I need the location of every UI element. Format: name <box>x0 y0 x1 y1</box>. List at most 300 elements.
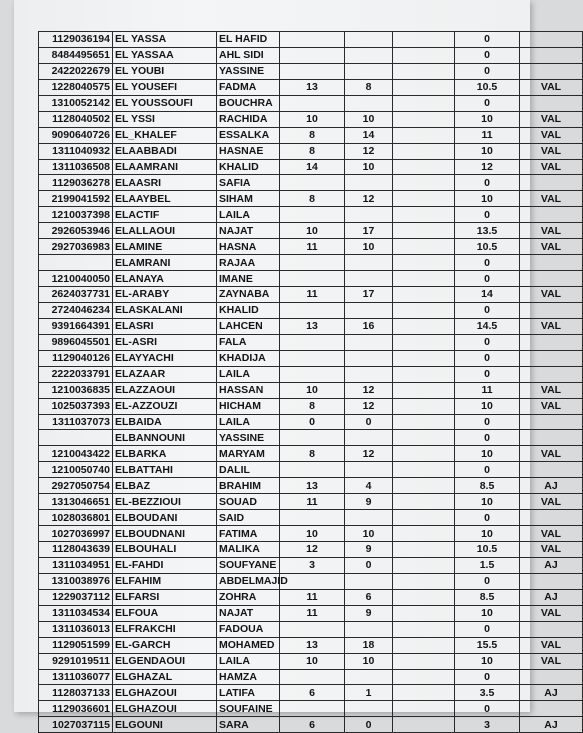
table-row <box>39 302 583 318</box>
grade-3-cell <box>393 47 455 63</box>
table-row <box>39 717 583 733</box>
grade-2-cell <box>345 350 393 366</box>
first-name-cell: EL HAFID <box>217 32 280 48</box>
grade-1-cell: 8 <box>280 127 345 143</box>
first-name-cell: ABDELMAJID <box>217 573 280 589</box>
grade-2-cell <box>345 175 393 191</box>
student-id-cell: 2927050754 <box>39 478 113 494</box>
result-cell <box>520 47 583 63</box>
last-name-cell: ELFARSI <box>113 589 217 605</box>
first-name-cell: ZAYNABA <box>217 287 280 303</box>
grade-2-cell: 10 <box>345 526 393 542</box>
last-name-cell: ELAAYBEL <box>113 191 217 207</box>
grade-3-cell <box>393 32 455 48</box>
grade-1-cell: 8 <box>280 191 345 207</box>
result-cell <box>520 271 583 287</box>
student-id-cell: 1210037398 <box>39 207 113 223</box>
result-cell: VAL <box>520 239 583 255</box>
grade-1-cell <box>280 302 345 318</box>
average-cell: 10.5 <box>455 542 520 558</box>
grade-3-cell <box>393 478 455 494</box>
first-name-cell: HAMZA <box>217 669 280 685</box>
student-id-cell: 2222033791 <box>39 366 113 382</box>
grade-3-cell <box>393 685 455 701</box>
grade-1-cell: 14 <box>280 159 345 175</box>
first-name-cell: HASNA <box>217 239 280 255</box>
last-name-cell: ELBOUDNANI <box>113 526 217 542</box>
table-row <box>39 318 583 334</box>
result-cell: VAL <box>520 526 583 542</box>
grade-2-cell <box>345 334 393 350</box>
first-name-cell: LAILA <box>217 366 280 382</box>
grade-2-cell <box>345 510 393 526</box>
first-name-cell: HICHAM <box>217 398 280 414</box>
first-name-cell: ZOHRA <box>217 589 280 605</box>
grade-2-cell <box>345 573 393 589</box>
last-name-cell: ELBAZ <box>113 478 217 494</box>
table-row <box>39 207 583 223</box>
grade-1-cell: 13 <box>280 79 345 95</box>
table-row <box>39 589 583 605</box>
student-id-cell: 1128043639 <box>39 542 113 558</box>
grade-2-cell <box>345 63 393 79</box>
grade-2-cell <box>345 302 393 318</box>
student-id-cell: 9896045501 <box>39 334 113 350</box>
result-cell: VAL <box>520 542 583 558</box>
grade-3-cell <box>393 494 455 510</box>
student-id-cell: 1310052142 <box>39 95 113 111</box>
last-name-cell: EL-FAHDI <box>113 557 217 573</box>
grade-1-cell: 10 <box>280 111 345 127</box>
grade-1-cell: 6 <box>280 685 345 701</box>
table-row <box>39 542 583 558</box>
grade-3-cell <box>393 557 455 573</box>
first-name-cell: FATIMA <box>217 526 280 542</box>
last-name-cell: ELALLAOUI <box>113 223 217 239</box>
first-name-cell: FALA <box>217 334 280 350</box>
grade-1-cell <box>280 95 345 111</box>
last-name-cell: EL YSSI <box>113 111 217 127</box>
last-name-cell: EL-ARABY <box>113 287 217 303</box>
grade-2-cell: 12 <box>345 382 393 398</box>
last-name-cell: ELGHAZOUI <box>113 685 217 701</box>
student-id-cell: 1311036508 <box>39 159 113 175</box>
table-row <box>39 366 583 382</box>
average-cell: 0 <box>455 334 520 350</box>
average-cell: 0 <box>455 621 520 637</box>
first-name-cell: SOUAD <box>217 494 280 510</box>
grade-3-cell <box>393 542 455 558</box>
first-name-cell: SAFIA <box>217 175 280 191</box>
result-cell <box>520 510 583 526</box>
last-name-cell: EL-GARCH <box>113 637 217 653</box>
grade-3-cell <box>393 318 455 334</box>
result-cell: AJ <box>520 589 583 605</box>
grade-1-cell: 13 <box>280 637 345 653</box>
student-id-cell: 1210040050 <box>39 271 113 287</box>
student-id-cell: 1210036835 <box>39 382 113 398</box>
result-cell <box>520 462 583 478</box>
first-name-cell: YASSINE <box>217 63 280 79</box>
grade-1-cell: 11 <box>280 239 345 255</box>
first-name-cell: RAJAA <box>217 255 280 271</box>
grade-2-cell <box>345 47 393 63</box>
average-cell: 0 <box>455 175 520 191</box>
grade-1-cell: 10 <box>280 653 345 669</box>
grade-3-cell <box>393 701 455 717</box>
grade-1-cell: 13 <box>280 478 345 494</box>
last-name-cell: ELFAHIM <box>113 573 217 589</box>
grade-3-cell <box>393 223 455 239</box>
table-row <box>39 573 583 589</box>
first-name-cell: DALIL <box>217 462 280 478</box>
grade-2-cell: 10 <box>345 111 393 127</box>
last-name-cell: ELAMINE <box>113 239 217 255</box>
grade-3-cell <box>393 398 455 414</box>
table-row <box>39 605 583 621</box>
table-row <box>39 255 583 271</box>
result-cell: VAL <box>520 127 583 143</box>
average-cell: 0 <box>455 63 520 79</box>
result-cell: VAL <box>520 223 583 239</box>
table-row <box>39 223 583 239</box>
grade-1-cell <box>280 510 345 526</box>
table-row <box>39 79 583 95</box>
grade-1-cell <box>280 32 345 48</box>
grade-2-cell: 12 <box>345 191 393 207</box>
grade-2-cell: 10 <box>345 653 393 669</box>
result-cell <box>520 32 583 48</box>
student-id-cell: 1129036194 <box>39 32 113 48</box>
last-name-cell: ELBOUHALI <box>113 542 217 558</box>
grade-1-cell <box>280 175 345 191</box>
student-id-cell: 1028036801 <box>39 510 113 526</box>
grade-1-cell <box>280 207 345 223</box>
grade-2-cell: 8 <box>345 79 393 95</box>
average-cell: 0 <box>455 573 520 589</box>
grade-1-cell <box>280 255 345 271</box>
grade-2-cell <box>345 366 393 382</box>
grade-3-cell <box>393 127 455 143</box>
result-cell: VAL <box>520 605 583 621</box>
first-name-cell: LAHCEN <box>217 318 280 334</box>
average-cell: 0 <box>455 255 520 271</box>
table-row <box>39 95 583 111</box>
student-id-cell: 1210050740 <box>39 462 113 478</box>
average-cell: 10.5 <box>455 239 520 255</box>
result-cell: VAL <box>520 398 583 414</box>
last-name-cell: ELANAYA <box>113 271 217 287</box>
last-name-cell: EL-ASRI <box>113 334 217 350</box>
table-row <box>39 398 583 414</box>
last-name-cell: ELAZZAOUI <box>113 382 217 398</box>
grade-1-cell: 6 <box>280 717 345 733</box>
grade-2-cell <box>345 271 393 287</box>
average-cell: 1.5 <box>455 557 520 573</box>
table-row <box>39 685 583 701</box>
student-id-cell: 1129051599 <box>39 637 113 653</box>
last-name-cell: ELAMRANI <box>113 255 217 271</box>
first-name-cell: ESSALKA <box>217 127 280 143</box>
grade-3-cell <box>393 637 455 653</box>
grade-2-cell <box>345 255 393 271</box>
result-cell: AJ <box>520 685 583 701</box>
result-cell <box>520 63 583 79</box>
last-name-cell: ELAABBADI <box>113 143 217 159</box>
first-name-cell: LAILA <box>217 414 280 430</box>
grade-3-cell <box>393 95 455 111</box>
table-row <box>39 701 583 717</box>
table-row <box>39 382 583 398</box>
grade-3-cell <box>393 462 455 478</box>
last-name-cell: ELBOUDANI <box>113 510 217 526</box>
average-cell: 3 <box>455 717 520 733</box>
grade-3-cell <box>393 605 455 621</box>
grade-3-cell <box>393 239 455 255</box>
student-id-cell: 1229037112 <box>39 589 113 605</box>
table-row <box>39 111 583 127</box>
grade-2-cell <box>345 462 393 478</box>
student-id-cell: 2624037731 <box>39 287 113 303</box>
grade-2-cell: 9 <box>345 605 393 621</box>
grade-2-cell: 0 <box>345 717 393 733</box>
table-row <box>39 494 583 510</box>
average-cell: 0 <box>455 271 520 287</box>
grade-2-cell: 0 <box>345 557 393 573</box>
table-row <box>39 287 583 303</box>
first-name-cell: LAILA <box>217 653 280 669</box>
table-row <box>39 127 583 143</box>
student-id-cell: 9391664391 <box>39 318 113 334</box>
first-name-cell: MARYAM <box>217 446 280 462</box>
grade-1-cell: 10 <box>280 526 345 542</box>
first-name-cell: LAILA <box>217 207 280 223</box>
average-cell: 10 <box>455 111 520 127</box>
student-id-cell: 9291019511 <box>39 653 113 669</box>
table-row <box>39 462 583 478</box>
result-cell <box>520 366 583 382</box>
average-cell: 3.5 <box>455 685 520 701</box>
table-row <box>39 239 583 255</box>
average-cell: 0 <box>455 32 520 48</box>
average-cell: 8.5 <box>455 589 520 605</box>
student-id-cell: 1311036013 <box>39 621 113 637</box>
grade-1-cell: 3 <box>280 557 345 573</box>
first-name-cell: NAJAT <box>217 605 280 621</box>
table-row <box>39 669 583 685</box>
grade-2-cell: 17 <box>345 287 393 303</box>
grade-2-cell: 4 <box>345 478 393 494</box>
average-cell: 10 <box>455 494 520 510</box>
table-row <box>39 32 583 48</box>
result-cell <box>520 207 583 223</box>
grade-1-cell: 11 <box>280 287 345 303</box>
result-cell <box>520 95 583 111</box>
last-name-cell: ELBAIDA <box>113 414 217 430</box>
grade-3-cell <box>393 366 455 382</box>
grade-1-cell: 11 <box>280 605 345 621</box>
grade-2-cell: 9 <box>345 494 393 510</box>
table-row <box>39 478 583 494</box>
first-name-cell: HASSAN <box>217 382 280 398</box>
last-name-cell: EL YOUSEFI <box>113 79 217 95</box>
result-cell: VAL <box>520 382 583 398</box>
student-id-cell: 1027037115 <box>39 717 113 733</box>
average-cell: 10.5 <box>455 79 520 95</box>
first-name-cell: BOUCHRA <box>217 95 280 111</box>
grade-2-cell: 10 <box>345 159 393 175</box>
grade-1-cell <box>280 350 345 366</box>
grade-3-cell <box>393 302 455 318</box>
student-id-cell: 1129040126 <box>39 350 113 366</box>
result-cell <box>520 573 583 589</box>
average-cell: 0 <box>455 430 520 446</box>
result-cell <box>520 701 583 717</box>
student-id-cell: 8484495651 <box>39 47 113 63</box>
first-name-cell: SAID <box>217 510 280 526</box>
student-id-cell: 2199041592 <box>39 191 113 207</box>
result-cell: VAL <box>520 191 583 207</box>
last-name-cell: ELGENDAOUI <box>113 653 217 669</box>
grade-3-cell <box>393 207 455 223</box>
result-cell <box>520 414 583 430</box>
average-cell: 8.5 <box>455 478 520 494</box>
student-id-cell: 1311037073 <box>39 414 113 430</box>
result-cell: VAL <box>520 637 583 653</box>
grade-1-cell <box>280 701 345 717</box>
first-name-cell: FADOUA <box>217 621 280 637</box>
last-name-cell: EL-AZZOUZI <box>113 398 217 414</box>
table-row <box>39 47 583 63</box>
table-row <box>39 334 583 350</box>
average-cell: 0 <box>455 414 520 430</box>
first-name-cell: RACHIDA <box>217 111 280 127</box>
average-cell: 12 <box>455 159 520 175</box>
table-row <box>39 446 583 462</box>
table-row <box>39 557 583 573</box>
first-name-cell: SARA <box>217 717 280 733</box>
result-cell: AJ <box>520 557 583 573</box>
grade-1-cell: 10 <box>280 382 345 398</box>
result-cell <box>520 621 583 637</box>
result-cell <box>520 430 583 446</box>
student-id-cell: 9090640726 <box>39 127 113 143</box>
student-id-cell: 1228040575 <box>39 79 113 95</box>
grade-1-cell <box>280 334 345 350</box>
first-name-cell: KHADIJA <box>217 350 280 366</box>
grade-1-cell <box>280 47 345 63</box>
grade-2-cell: 6 <box>345 589 393 605</box>
last-name-cell: ELBANNOUNI <box>113 430 217 446</box>
average-cell: 10 <box>455 653 520 669</box>
student-id-cell: 2724046234 <box>39 302 113 318</box>
grade-3-cell <box>393 111 455 127</box>
grade-2-cell <box>345 207 393 223</box>
first-name-cell: AHL SIDI <box>217 47 280 63</box>
result-cell: VAL <box>520 653 583 669</box>
grade-1-cell: 10 <box>280 223 345 239</box>
student-id-cell: 1129036278 <box>39 175 113 191</box>
student-id-cell: 1027036997 <box>39 526 113 542</box>
last-name-cell: EL-BEZZIOUI <box>113 494 217 510</box>
grade-3-cell <box>393 159 455 175</box>
average-cell: 0 <box>455 462 520 478</box>
grade-3-cell <box>393 63 455 79</box>
grade-3-cell <box>393 669 455 685</box>
result-cell: AJ <box>520 478 583 494</box>
average-cell: 0 <box>455 510 520 526</box>
grade-2-cell: 1 <box>345 685 393 701</box>
last-name-cell: ELACTIF <box>113 207 217 223</box>
result-cell: VAL <box>520 111 583 127</box>
grade-3-cell <box>393 287 455 303</box>
last-name-cell: ELAASRI <box>113 175 217 191</box>
average-cell: 10 <box>455 526 520 542</box>
first-name-cell: SOUFYANE <box>217 557 280 573</box>
grade-1-cell: 12 <box>280 542 345 558</box>
grade-2-cell: 12 <box>345 398 393 414</box>
grade-1-cell <box>280 63 345 79</box>
last-name-cell: ELASKALANI <box>113 302 217 318</box>
result-cell <box>520 350 583 366</box>
table-row <box>39 350 583 366</box>
grade-3-cell <box>393 175 455 191</box>
average-cell: 0 <box>455 669 520 685</box>
grade-3-cell <box>393 717 455 733</box>
grade-2-cell <box>345 32 393 48</box>
last-name-cell: ELGHAZAL <box>113 669 217 685</box>
average-cell: 11 <box>455 127 520 143</box>
grade-3-cell <box>393 382 455 398</box>
grade-1-cell <box>280 430 345 446</box>
first-name-cell: FADMA <box>217 79 280 95</box>
grade-3-cell <box>393 526 455 542</box>
last-name-cell: ELASRI <box>113 318 217 334</box>
grade-2-cell: 12 <box>345 446 393 462</box>
result-cell <box>520 669 583 685</box>
student-id-cell: 1311040932 <box>39 143 113 159</box>
student-id-cell: 2926053946 <box>39 223 113 239</box>
table-row <box>39 63 583 79</box>
grade-2-cell: 10 <box>345 239 393 255</box>
average-cell: 15.5 <box>455 637 520 653</box>
average-cell: 10 <box>455 191 520 207</box>
result-cell: VAL <box>520 494 583 510</box>
grade-1-cell: 8 <box>280 446 345 462</box>
grade-3-cell <box>393 446 455 462</box>
grade-1-cell: 0 <box>280 414 345 430</box>
result-cell <box>520 255 583 271</box>
grade-3-cell <box>393 589 455 605</box>
grade-3-cell <box>393 621 455 637</box>
first-name-cell: NAJAT <box>217 223 280 239</box>
grade-2-cell <box>345 621 393 637</box>
table-row <box>39 510 583 526</box>
grade-1-cell <box>280 669 345 685</box>
grade-1-cell: 11 <box>280 494 345 510</box>
last-name-cell: ELBATTAHI <box>113 462 217 478</box>
first-name-cell: KHALID <box>217 159 280 175</box>
first-name-cell: LATIFA <box>217 685 280 701</box>
grade-3-cell <box>393 191 455 207</box>
first-name-cell: SOUFAINE <box>217 701 280 717</box>
student-id-cell <box>39 255 113 271</box>
grade-1-cell <box>280 271 345 287</box>
grade-2-cell: 18 <box>345 637 393 653</box>
student-id-cell: 1311034951 <box>39 557 113 573</box>
average-cell: 14 <box>455 287 520 303</box>
table-row <box>39 621 583 637</box>
